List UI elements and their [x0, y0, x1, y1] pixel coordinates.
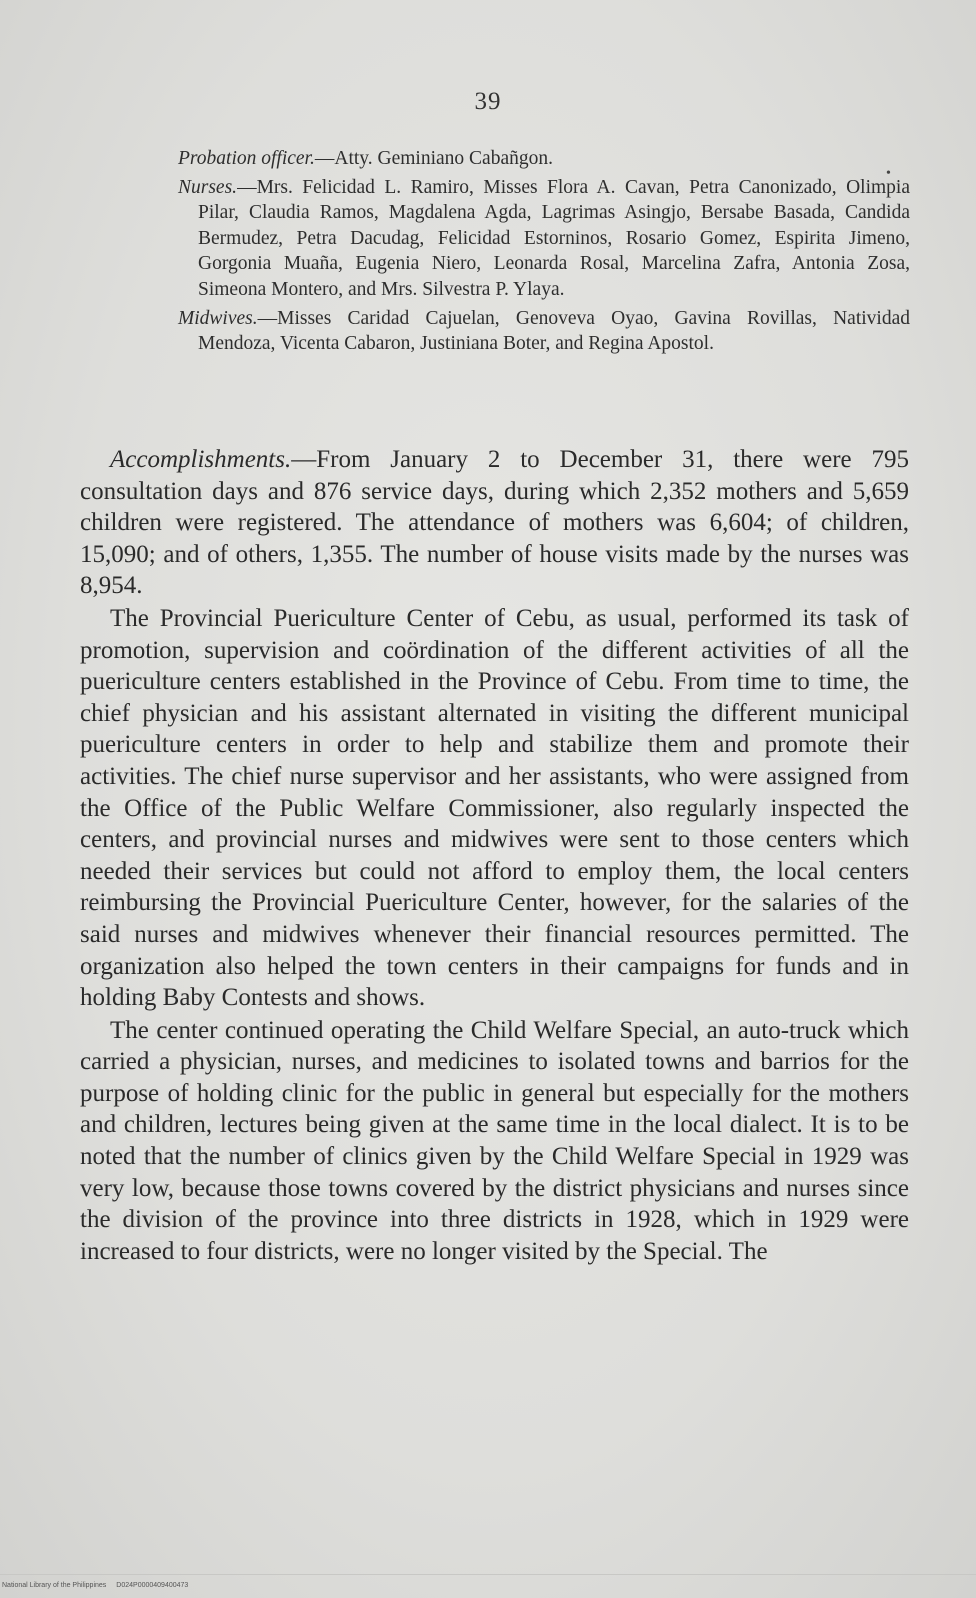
- probation-officer-entry: [178, 146, 910, 172]
- body-text: [80, 444, 909, 1267]
- child-welfare-special-paragraph: The center continued operating the Child Welfare Special, an auto-truck which carried a physician, nurses, and medicines to isolated towns and barrios for the purpose of holding clinic for the public in general but especially for the mothers and children, lectures being given at the same time in the local dialect. It is to be noted that the number of clinics given by the Child Welfare Special in 1929 was very low, because those towns covered by the district physicians and nurses since the division of the province into three districts in 1928, which in 1929 were increased to four districts, were no longer visited by the Special. The: [80, 1016, 909, 1265]
- nurses-entry: [178, 175, 910, 303]
- document-code: D024P0000409400473: [116, 1582, 189, 1589]
- page-number: 39: [474, 88, 502, 115]
- page-edge: [0, 1574, 976, 1575]
- library-credit: National Library of the Philippines: [2, 1582, 107, 1589]
- midwives-entry: [178, 306, 910, 357]
- staff-list: [178, 146, 910, 357]
- nurses-text: —Mrs. Felicidad L. Ramiro, Misses Flora A. Cavan, Petra Canonizado, Olimpia Pilar, Claudia Ramos, Magdalena Agda, Lagrimas Asingjo, Bersabe Basada, Candida Bermudez, Petra Dacudag, Felicidad Estorninos, Rosario Gomez, Espirita Jimeno, Gorgonia Muaña, Eugenia Niero, Leonarda Rosal, Marcelina Zafra, Antonia Zosa, Simeona Montero, and Mrs. Silvestra P. Ylaya.: [198, 176, 910, 300]
- provincial-center-paragraph: The Provincial Puericulture Center of Cebu, as usual, performed its task of promotion, supervision and coördination of the different activities of all the puericulture centers established in the Province of Cebu. From time to time, the chief physician and his assistant alternated in visiting the different municipal puericulture centers in order to help and stabilize them and promote their activities. The chief nurse supervisor and her assistants, who were assigned from the Office of the Public Welfare Commissioner, also regularly inspected the centers, and provincial nurses and midwives were sent to those centers which needed their services but could not afford to employ them, the local centers reimbursing the Provincial Puericulture Center, however, for the salaries of the said nurses and midwives whenever their financial resources permitted. The organization also helped the town centers in their campaigns for funds and in holding Baby Contests and shows.: [80, 604, 909, 1012]
- nurses-label: Nurses.: [178, 176, 238, 198]
- accomplishments-text: —From January 2 to December 31, there were 795 consultation days and 876 service days, during which 2,352 mothers and 5,659 children were registered. The attendance of mothers was 6,604; of children, 15,090; and of others, 1,355. The number of house visits made by the nurses was 8,954.: [80, 446, 909, 600]
- probation-officer-label: Probation officer.: [178, 148, 315, 169]
- accomplishments-paragraph: [80, 444, 909, 602]
- midwives-label: Midwives.: [178, 307, 258, 329]
- accomplishments-label: Accomplishments.: [110, 446, 292, 473]
- scan-speck: •: [886, 166, 891, 181]
- probation-officer-text: —Atty. Geminiano Cabañgon.: [314, 148, 553, 169]
- scan-footer: [2, 1582, 188, 1589]
- midwives-text: —Misses Caridad Cajuelan, Genoveva Oyao, Gavina Rovillas, Natividad Mendoza, Vicenta Cabaron, Justiniana Boter, and Regina Apostol.: [198, 307, 910, 355]
